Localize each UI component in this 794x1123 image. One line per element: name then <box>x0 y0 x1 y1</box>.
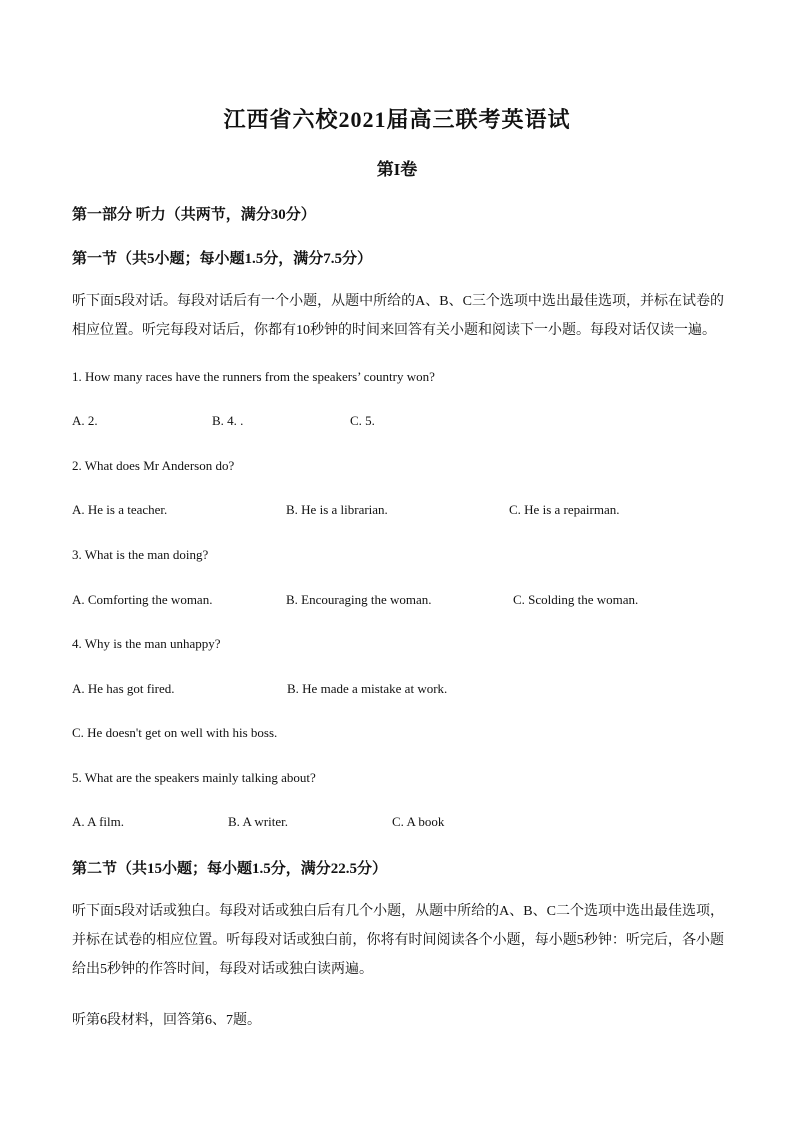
question-3-option-c: C. Scolding the woman. <box>513 592 639 607</box>
question-5-option-c: C. A book <box>392 814 445 829</box>
section2-heading: 第二节（共15小题；每小题1.5分，满分22.5分） <box>72 861 388 877</box>
question-4-stem: 4. Why is the man unhappy? <box>72 636 221 651</box>
question-2-option-b: B. He is a librarian. <box>286 502 388 517</box>
question-5-option-a: A. A film. <box>72 814 125 829</box>
question-5-option-b: B. A writer. <box>228 814 288 829</box>
question-2-option-c: C. He is a repairman. <box>509 502 620 517</box>
question-3-option-a: A. Comforting the woman. <box>72 592 213 607</box>
question-2-stem: 2. What does Mr Anderson do? <box>72 458 235 473</box>
question-4-option-b: B. He made a mistake at work. <box>287 681 448 696</box>
question-1-option-b: B. 4. . <box>212 413 244 428</box>
question-3-stem: 3. What is the man doing? <box>72 547 209 562</box>
section2-instructions: 听下面5段对话或独白。每段对话或独白后有几个小题，从题中所给的A、B、C二个选项中选出最佳选项，并标在试卷的相应位置。听每段对话或独白前，你将有时间阅读各个小题，每小题5秒钟：听完后，各小题给出5秒钟的作答时间，每段对话或独白读两遍。 <box>72 904 724 977</box>
question-4-option-a: A. He has got fired. <box>72 681 175 696</box>
material-6-note: 听第6段材料，回答第6、7题。 <box>72 1013 261 1028</box>
part1-heading: 第一部分 听力（共两节，满分30分） <box>72 207 316 223</box>
question-5-stem: 5. What are the speakers mainly talking about? <box>72 770 316 785</box>
volume-label: 第I卷 <box>376 160 418 179</box>
section1-instructions: 听下面5段对话。每段对话后有一个小题，从题中所给的A、B、C三个选项中选出最佳选项，并标在试卷的相应位置。听完每段对话后，你都有10秒钟的时间来回答有关小题和阅读下一小题。每段对话仅读一遍。 <box>72 294 724 338</box>
section1-heading: 第一节（共5小题；每小题1.5分，满分7.5分） <box>72 251 373 267</box>
question-2-option-a: A. He is a teacher. <box>72 502 168 517</box>
question-3-option-b: B. Encouraging the woman. <box>286 592 432 607</box>
page-title: 江西省六校2021届高三联考英语试 <box>223 107 571 132</box>
question-4-option-c: C. He doesn't get on well with his boss. <box>72 725 278 740</box>
question-1-stem: 1. How many races have the runners from the speakers’ country won? <box>72 369 435 384</box>
question-1-option-a: A. 2. <box>72 413 98 428</box>
question-1-option-c: C. 5. <box>350 413 375 428</box>
